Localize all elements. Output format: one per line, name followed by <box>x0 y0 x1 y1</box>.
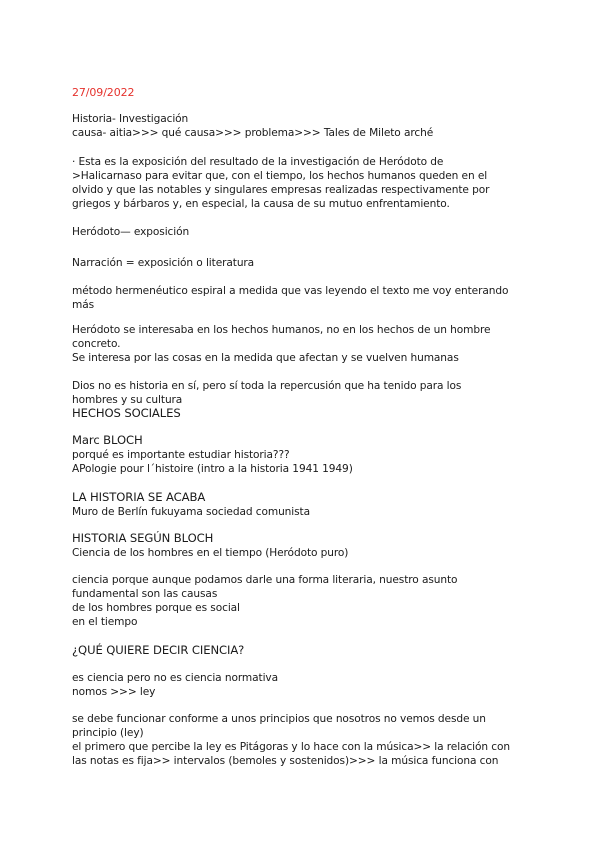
text-line: en el tiempo <box>72 616 138 628</box>
text-line: · Esta es la exposición del resultado de la investigación de Heródoto de <box>72 156 444 168</box>
text-line: Ciencia de los hombres en el tiempo (Heródoto puro) <box>72 547 349 559</box>
section-heading: LA HISTORIA SE ACABA <box>72 490 206 504</box>
section-heading: Marc BLOCH <box>72 433 143 447</box>
text-line: se debe funcionar conforme a unos principios que nosotros no vemos desde un <box>72 713 486 725</box>
text-line: causa- aitia>>> qué causa>>> problema>>> Tales de Mileto arché <box>72 127 434 139</box>
date-heading: 27/09/2022 <box>72 86 135 99</box>
text-line: es ciencia pero no es ciencia normativa <box>72 672 278 684</box>
section-heading: HISTORIA SEGÚN BLOCH <box>72 531 214 545</box>
text-line: Muro de Berlín fukuyama sociedad comunista <box>72 506 311 518</box>
text-line: APologie pour l´histoire (intro a la historia 1941 1949) <box>72 463 353 475</box>
text-line: las notas es fija>> intervalos (bemoles y sostenidos)>>> la música funciona con <box>72 755 499 767</box>
text-line: principio (ley) <box>72 727 144 739</box>
text-line: >Halicarnaso para evitar que, con el tiempo, los hechos humanos queden en el <box>72 170 488 182</box>
text-line: olvido y que las notables y singulares empresas realizadas respectivamente por <box>72 184 490 196</box>
text-line: griegos y bárbaros y, en especial, la causa de su mutuo enfrentamiento. <box>72 198 450 210</box>
text-line: Narración = exposición o literatura <box>72 257 255 269</box>
text-line: Historia- Investigación <box>72 113 189 125</box>
text-line: fundamental son las causas <box>72 588 218 600</box>
text-line: más <box>72 299 95 311</box>
text-line: Se interesa por las cosas en la medida que afectan y se vuelven humanas <box>72 352 459 364</box>
text-line: porqué es importante estudiar historia??? <box>72 449 290 461</box>
text-line: Heródoto se interesaba en los hechos humanos, no en los hechos de un hombre <box>72 324 491 336</box>
text-line: nomos >>> ley <box>72 686 156 698</box>
section-heading: HECHOS SOCIALES <box>72 406 181 420</box>
text-line: ciencia porque aunque podamos darle una forma literaria, nuestro asunto <box>72 574 458 586</box>
text-line: método hermenéutico espiral a medida que vas leyendo el texto me voy enterando <box>72 285 509 297</box>
section-heading: ¿QUÉ QUIERE DECIR CIENCIA? <box>72 643 245 657</box>
text-line: el primero que percibe la ley es Pitágoras y lo hace con la música>> la relación con <box>72 741 511 753</box>
text-line: concreto. <box>72 338 121 350</box>
text-line: Dios no es historia en sí, pero sí toda la repercusión que ha tenido para los <box>72 380 462 392</box>
text-line: hombres y su cultura <box>72 394 183 406</box>
text-line: de los hombres porque es social <box>72 602 240 614</box>
text-line: Heródoto— exposición <box>72 226 190 238</box>
